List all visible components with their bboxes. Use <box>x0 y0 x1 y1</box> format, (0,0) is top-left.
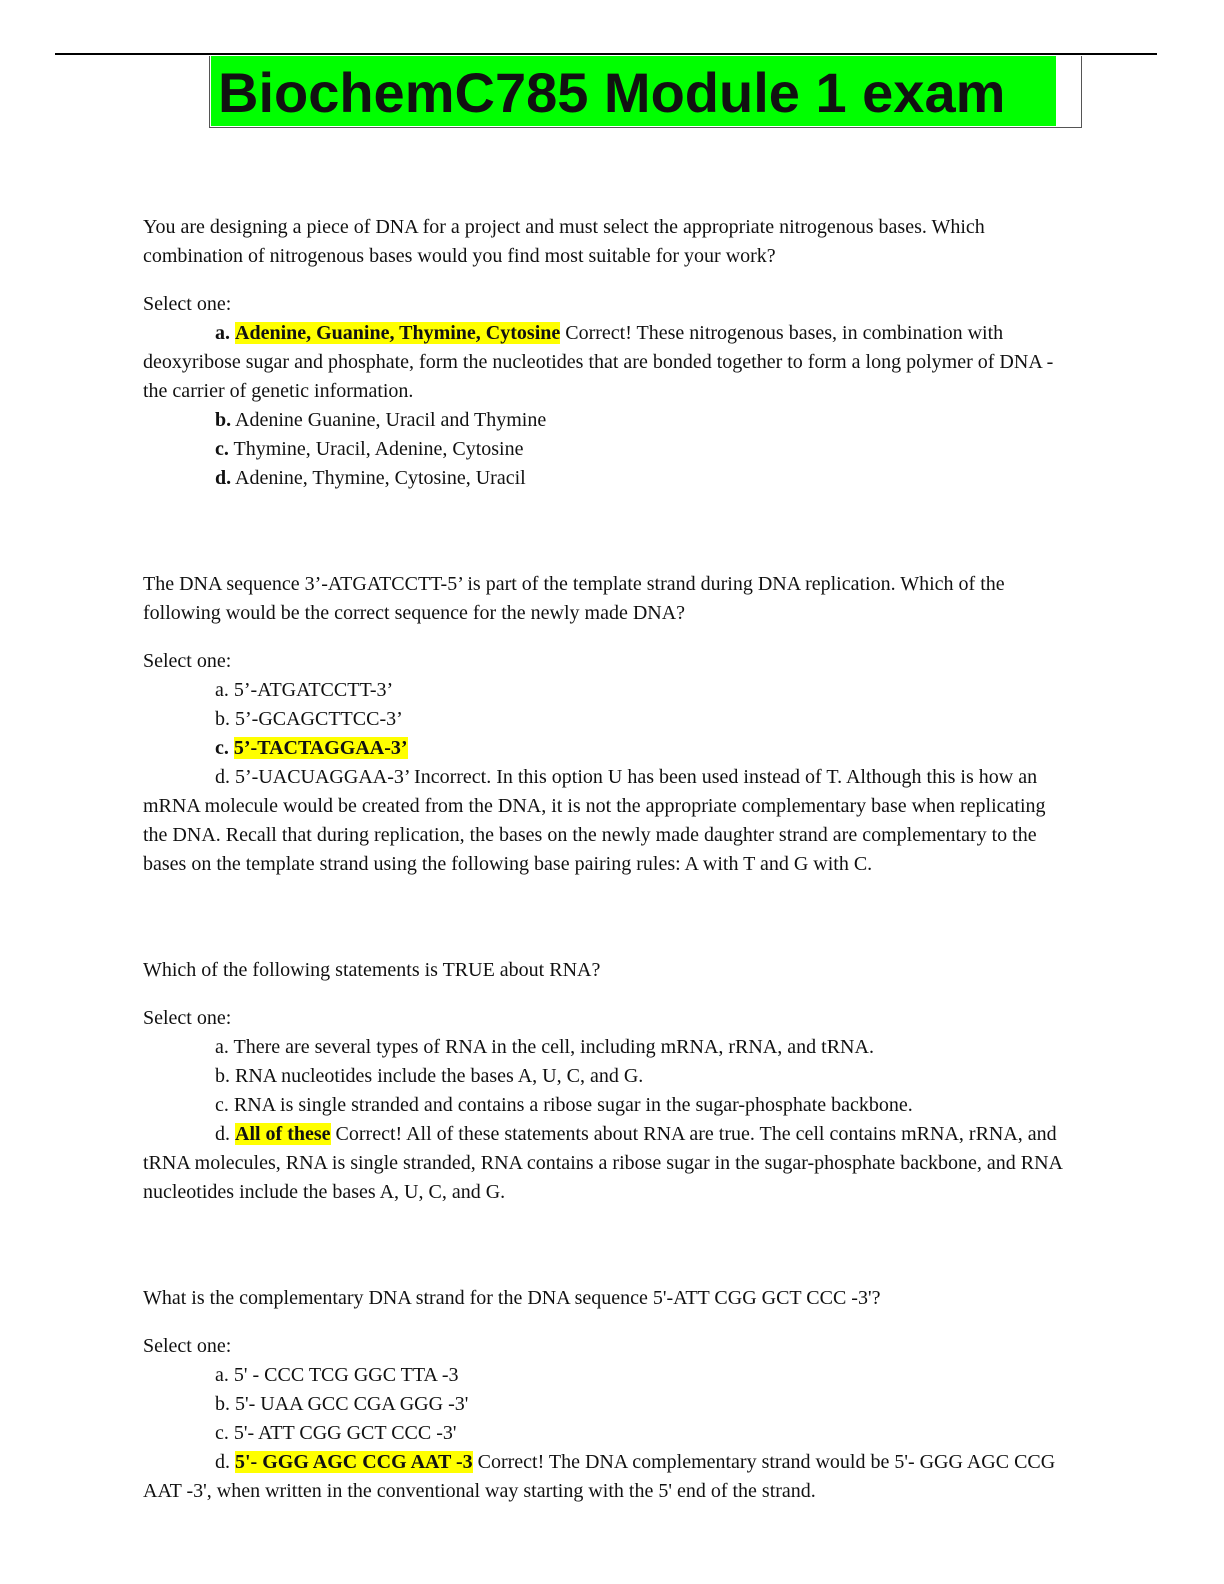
option-text: 5’-UACUAGGAA-3’ <box>230 766 410 788</box>
option-a <box>143 1361 1073 1390</box>
option-letter: c. <box>215 438 229 460</box>
correct-answer-highlight: 5'- GGG AGC CCG AAT -3 <box>235 1451 473 1473</box>
option-letter: a. <box>215 1364 229 1386</box>
question-stem: What is the complementary DNA strand for the DNA sequence 5'-ATT CGG GCT CCC -3'? <box>143 1287 881 1309</box>
option-letter: c. <box>215 1422 229 1444</box>
option-letter: b. <box>215 1065 230 1087</box>
option-letter: d. <box>215 766 230 788</box>
option-a <box>143 319 1073 406</box>
correct-answer-highlight: 5’-TACTAGGAA-3’ <box>233 737 408 759</box>
option-b <box>143 406 1073 435</box>
answer-feedback: Incorrect. In this option U has been used instead of T. Although this is how an mRNA molecule would be created from the DNA, it is not the appropriate complementary base when replicating the DNA. Recall that during replication, the bases on the newly made daughter strand are complementary to the bases on the template strand using the following base pairing rules: A with T and G with C. <box>143 766 1046 875</box>
question-stem: Which of the following statements is TRUE about RNA? <box>143 959 601 981</box>
select-one-label: Select one: <box>143 650 232 672</box>
option-text: 5’-ATGATCCTT-3’ <box>228 679 394 701</box>
question-2 <box>143 570 1073 879</box>
option-letter: d. <box>215 1451 230 1473</box>
option-d <box>143 1120 1073 1207</box>
option-d <box>143 1448 1073 1506</box>
option-c <box>143 734 1073 763</box>
title-box <box>209 56 1082 128</box>
option-c <box>143 1091 1073 1120</box>
option-b <box>143 1390 1073 1419</box>
header-rule <box>55 53 1157 55</box>
option-text: RNA nucleotides include the bases A, U, C, and G. <box>230 1065 644 1087</box>
option-text: 5'- ATT CGG GCT CCC -3' <box>228 1422 457 1444</box>
page-title: BiochemC785 Module 1 exam <box>218 61 1006 124</box>
answer-feedback: Correct! All of these statements about RNA are true. The cell contains mRNA, rRNA, and tRNA molecules, RNA is single stranded, RNA contains a ribose sugar in the sugar-phosphate backbone, and RNA nucleotides include the bases A, U, C, and G. <box>143 1123 1062 1203</box>
option-letter: d. <box>215 1123 230 1145</box>
select-one-label: Select one: <box>143 1335 232 1357</box>
option-letter: b. <box>215 1393 230 1415</box>
option-c <box>143 1419 1073 1448</box>
option-d <box>143 464 1073 493</box>
question-4 <box>143 1284 1073 1506</box>
option-text: RNA is single stranded and contains a ribose sugar in the sugar-phosphate backbone. <box>228 1094 913 1116</box>
question-3 <box>143 956 1073 1207</box>
select-one-label: Select one: <box>143 293 232 315</box>
option-a <box>143 676 1073 705</box>
question-1 <box>143 213 1073 493</box>
option-letter: b. <box>215 708 230 730</box>
option-text: Thymine, Uracil, Adenine, Cytosine <box>228 438 524 460</box>
option-letter: b. <box>215 409 232 431</box>
option-text: There are several types of RNA in the cell, including mRNA, rRNA, and tRNA. <box>228 1036 874 1058</box>
question-stem: The DNA sequence 3’-ATGATCCTT-5’ is part of the template strand during DNA replication. Which of the following would be the correct sequence for the newly made DNA? <box>143 573 1005 624</box>
option-text: 5’-GCAGCTTCC-3’ <box>230 708 403 730</box>
option-c <box>143 435 1073 464</box>
option-text: Adenine Guanine, Uracil and Thymine <box>231 409 547 431</box>
select-one-label: Select one: <box>143 1007 232 1029</box>
option-letter: c. <box>215 737 229 759</box>
option-b <box>143 705 1073 734</box>
option-letter: c. <box>215 1094 229 1116</box>
option-b <box>143 1062 1073 1091</box>
option-d <box>143 763 1073 879</box>
option-letter: a. <box>215 679 229 701</box>
correct-answer-highlight: Adenine, Guanine, Thymine, Cytosine <box>235 322 561 344</box>
option-text: Adenine, Thymine, Cytosine, Uracil <box>231 467 526 489</box>
option-letter: a. <box>215 1036 229 1058</box>
option-a <box>143 1033 1073 1062</box>
option-letter: a. <box>215 322 230 344</box>
answer-feedback: Correct! These nitrogenous bases, in combination with deoxyribose sugar and phosphate, form the nucleotides that are bonded together to form a long polymer of DNA - the carrier of genetic information. <box>143 322 1054 402</box>
question-stem: You are designing a piece of DNA for a project and must select the appropriate nitrogenous bases. Which combination of nitrogenous bases would you find most suitable for your work? <box>143 216 985 267</box>
correct-answer-highlight: All of these <box>235 1123 331 1145</box>
option-letter: d. <box>215 467 232 489</box>
option-text: 5' - CCC TCG GGC TTA -3 <box>228 1364 459 1386</box>
exam-content <box>143 213 1073 1506</box>
option-text: 5'- UAA GCC CGA GGG -3' <box>230 1393 469 1415</box>
answer-feedback: Correct! The DNA complementary strand would be 5'- GGG AGC CCG AAT -3', when written in the conventional way starting with the 5' end of the strand. <box>143 1451 1056 1502</box>
